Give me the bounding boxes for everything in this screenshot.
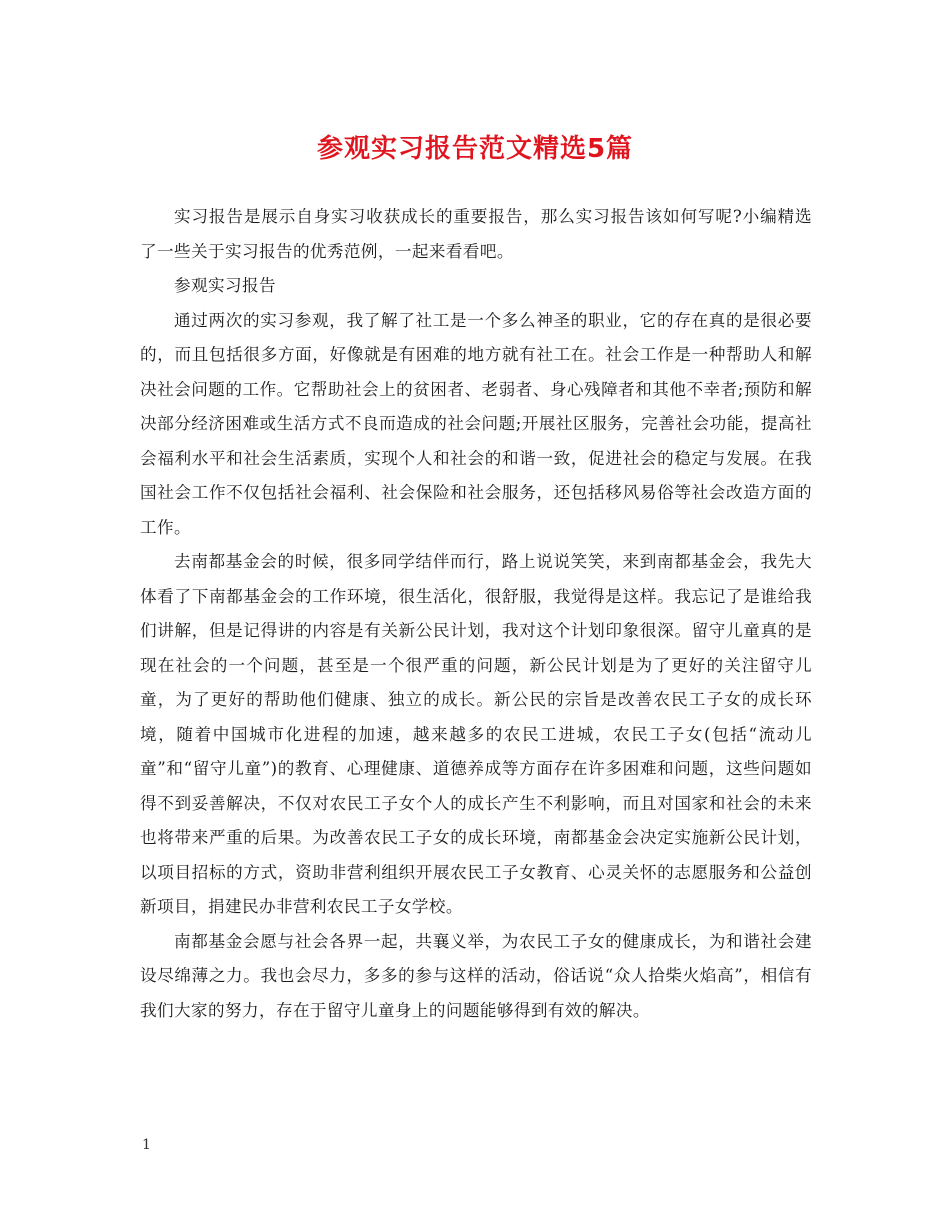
intro-paragraph: 实习报告是展示自身实习收获成长的重要报告，那么实习报告该如何写呢?小编精选了一些关于实习报告的优秀范例，一起来看看吧。 — [140, 207, 812, 261]
body-paragraph: 通过两次的实习参观，我了解了社工是一个多么神圣的职业，它的存在真的是很必要的，而且包括很多方面，好像就是有困难的地方就有社工在。社会工作是一种帮助人和解决社会问题的工作。它帮助社会上的贫困者、老弱者、身心残障者和其他不幸者;预防和解决部分经济困难或生活方式不良而造成的社会问题;开展社区服务，完善社会功能，提高社会福利水平和社会生活素质，实现个人和社会的和谐一致，促进社会的稳定与发展。在我国社会工作不仅包括社会福利、社会保险和社会服务，还包括移风易俗等社会改造方面的工作。 — [140, 310, 812, 537]
page-number: 1 — [142, 1137, 151, 1153]
body-paragraph: 去南都基金会的时候，很多同学结伴而行，路上说说笑笑，来到南都基金会，我先大体看了下南都基金会的工作环境，很生活化，很舒服，我觉得是这样。我忘记了是谁给我们讲解，但是记得讲的内容是有关新公民计划，我对这个计划印象很深。留守儿童真的是现在社会的一个问题，甚至是一个很严重的问题，新公民计划是为了更好的关注留守儿童，为了更好的帮助他们健康、独立的成长。新公民的宗旨是改善农民工子女的成长环境，随着中国城市化进程的加速，越来越多的农民工进城，农民工子女(包括“流动儿童”和“留守儿童”)的教育、心理健康、道德养成等方面存在许多困难和问题，这些问题如得不到妥善解决，不仅对农民工子女个人的成长产生不利影响，而且对国家和社会的未来也将带来严重的后果。为改善农民工子女的成长环境，南都基金会决定实施新公民计划，以项目招标的方式，资助非营利组织开展农民工子女教育、心灵关怀的志愿服务和公益创新项目，捐建民办非营利农民工子女学校。 — [140, 552, 812, 916]
body-paragraph: 南都基金会愿与社会各界一起，共襄义举，为农民工子女的健康成长，为和谐社会建设尽绵薄之力。我也会尽力，多多的参与这样的活动，俗话说“众人拾柴火焰高”，相信有我们大家的努力，存在于留守儿童身上的问题能够得到有效的解决。 — [140, 931, 812, 1020]
document-title: 参观实习报告范文精选5篇 — [316, 134, 634, 164]
section-heading: 参观实习报告 — [174, 276, 276, 295]
document-body — [140, 200, 812, 1028]
